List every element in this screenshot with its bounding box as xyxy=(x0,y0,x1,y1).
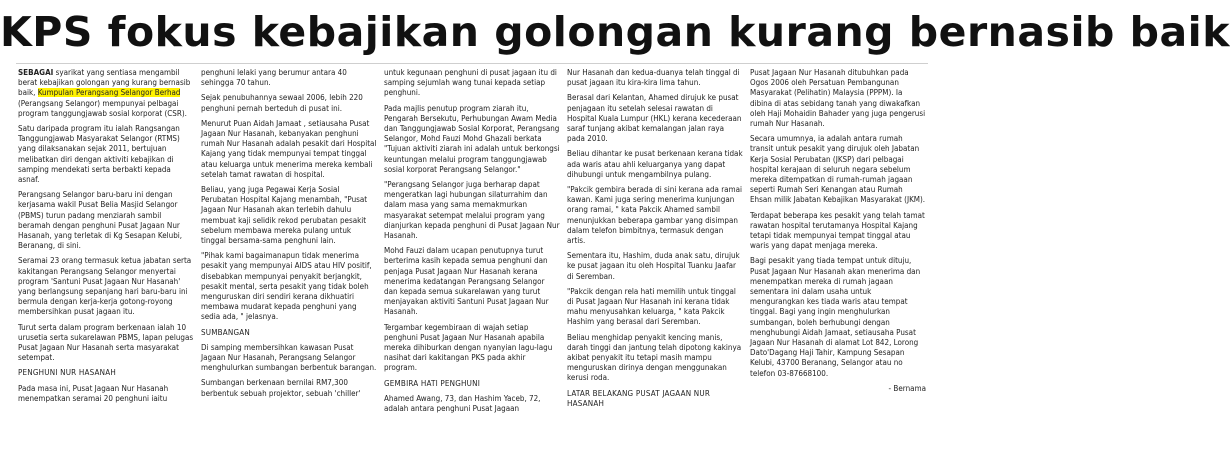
article-paragraph: Di samping membersihkan kawasan Pusat Jagaan Nur Hasanah, Perangsang Selangor menghulurkan sumbangan berbentuk barangan. xyxy=(201,342,377,373)
article-paragraph: Secara umumnya, ia adalah antara rumah transit untuk pesakit yang dirujuk oleh Jabatan Kerja Sosial Perubatan (JKSP) dari pelbagai hospital kerajaan di seluruh negara sebelum mereka ditempatkan di rumah-rumah jagaan seperti Rumah Seri Kenangan atau Rumah Ehsan milik Jabatan Kebajikan Masyarakat (JKM). xyxy=(750,134,926,205)
section-subheading: SUMBANGAN xyxy=(201,327,250,337)
article-paragraph: Pusat Jagaan Nur Hasanah ditubuhkan pada Ogos 2006 oleh Persatuan Pembangunan Masyarakat (Pelihatin) Malaysia (PPPM). Ia dibina di atas sebidang tanah yang diwakafkan oleh Haji Mohaidin Bahader yang juga pengerusi rumah Nur Hasanah. xyxy=(750,68,926,129)
article-column-2 xyxy=(201,68,377,456)
article-column-1 xyxy=(18,68,194,456)
article-paragraph: Turut serta dalam program berkenaan ialah 10 urusetia serta sukarelawan PBMS, lapan pelugas Pusat Jagaan Nur Hasanah serta masyarakat setempat. xyxy=(18,322,194,363)
article-paragraph: Sumbangan berkenaan bernilai RM7,300 berbentuk sebuah projektor, sebuah 'chiller' xyxy=(201,378,361,398)
highlighted-company-name: Kumpulan Perangsang Selangor Berhad xyxy=(37,88,181,98)
article-paragraph: Beliau dihantar ke pusat berkenaan kerana tidak ada waris atau ahli keluarganya yang dapat dihubungi untuk mengambilnya pulang. xyxy=(567,149,743,179)
article-paragraph: Beliau, yang juga Pegawai Kerja Sosial Perubatan Hospital Kajang menambah, "Pusat Jagaan Nur Hasanah akan terlebih dahulu membuat kaji selidik rekod perubatan pesakit sebelum membawa mereka pulang untuk tinggal bersama-sama penghuni lain. xyxy=(201,185,368,246)
paragraph-text: (Perangsang Selangor) mempunyai pelbagai program tanggungjawab sosial korporat (CSR). xyxy=(18,98,187,118)
article-paragraph: Ahamed Awang, 73, dan Hashim Yaceb, 72, adalah antara penghuni Pusat Jagaan xyxy=(384,393,541,414)
article-paragraph: "Pihak kami bagaimanapun tidak menerima pesakit yang mempunyai AIDS atau HIV positif, disebabkan mempunyai penyakit berjangkit, pesakit mental, serta pesakit yang tidak boleh menguruskan diri sendiri kerana dikhuatiri membawa mudarat kepada penghuni yang sedia ada, " jelasnya. xyxy=(201,251,372,322)
article-paragraph: Berasal dari Kelantan, Ahamed dirujuk ke pusat penjagaan itu setelah selesai rawatan di Hospital Kuala Lumpur (HKL) kerana kecederaan saraf tunjang akibat kemalangan jalan raya pada 2010. xyxy=(567,93,742,144)
article-paragraph: Beliau menghidap penyakit kencing manis, darah tinggi dan jantung telah dipotong kakinya akibat penyakit itu tetapi masih mampu menguruskan dirinya dengan menggunakan kerusi roda. xyxy=(567,332,742,383)
article-paragraph: Seramai 23 orang termasuk ketua jabatan serta kakitangan Perangsang Selangor menyertai program 'Santuni Pusat Jagaan Nur Hasanah' yang berlangsung sepanjang hari baru-baru ini bermula dengan kerja-kerja gotong-royong membersihkan pusat jagaan itu. xyxy=(18,256,192,317)
article-headline: KPS fokus kebajikan golongan kurang bernasib baik xyxy=(0,8,1230,56)
article-paragraph: Nur Hasanah dan kedua-duanya telah tinggal di pusat jagaan itu kira-kira lima tahun. xyxy=(567,68,740,88)
article-paragraph: Mohd Fauzi dalam ucapan penutupnya turut berterima kasih kepada semua penghuni dan penjaga Pusat Jagaan Nur Hasanah kerana menerima kedatangan Perangsang Selangor dan kepada semua sukarelawan yang turut menjayakan aktiviti Santuni Pusat Jagaan Nur Hasanah. xyxy=(384,246,549,317)
article-paragraph: Sejak penubuhannya sewaal 2006, lebih 220 penghuni pernah berteduh di pusat ini. xyxy=(201,93,363,113)
article-paragraph: penghuni lelaki yang berumur antara 40 sehingga 70 tahun. xyxy=(201,68,347,88)
article-paragraph: Sementara itu, Hashim, duda anak satu, dirujuk ke pusat jagaan itu oleh Hospital Tuanku Jaafar di Seremban. xyxy=(567,251,740,281)
article-column-5 xyxy=(750,68,926,456)
article-paragraph: untuk kegunaan penghuni di pusat jagaan itu di samping sejumlah wang tunai kepada setiap penghuni. xyxy=(384,68,557,98)
article-paragraph: Menurut Puan Aidah Jamaat , setiausaha Pusat Jagaan Nur Hasanah, kebanyakan penghuni rumah Nur Hasanah adalah pesakit dari Hospital Kajang yang tidak mempunyai tempat tinggal atau keluarga untuk menerima mereka kembali setelah tamat rawatan di hospital. xyxy=(201,118,377,179)
article-paragraph: "Pakcik dengan rela hati memilih untuk tinggal di Pusat Jagaan Nur Hasanah ini kerana tidak mahu menyusahkan keluarga, " kata Pakcik Hashim yang berasal dari Seremban. xyxy=(567,286,736,327)
lead-word: SEBAGAI xyxy=(18,68,54,77)
article-paragraph: "Perangsang Selangor juga berharap dapat mengeratkan lagi hubungan silaturrahim dan dalam masa yang sama memakmurkan masyarakat setempat melalui program yang dianjurkan kepada penghuni di Pusat Jagaan Nur Hasanah. xyxy=(384,180,560,241)
article-paragraph: Pada masa ini, Pusat Jagaan Nur Hasanah menempatkan seramai 20 penghuni iaitu xyxy=(18,383,169,403)
article-paragraph: Tergambar kegembiraan di wajah setiap penghuni Pusat Jagaan Nur Hasanah apabila mereka dihiburkan dengan nyanyian lagu-lagu nasihat dari kakitangan PKS pada akhir program. xyxy=(384,322,553,373)
article-paragraph: "Pakcik gembira berada di sini kerana ada ramai kawan. Kami juga sering menerima kunjungan orang ramai, " kata Pakcik Ahamed sambil menunjukkan beberapa gambar yang disimpan dalam telefon bimbitnya, termasuk dengan artis. xyxy=(567,185,742,246)
article-column-4 xyxy=(567,68,743,456)
article-credit: - Bernama xyxy=(888,383,926,393)
article-paragraph: Pada majlis penutup program ziarah itu, Pengarah Bersekutu, Perhubungan Awam Media dan Tanggungjawab Sosial Korporat, Perangsang Selangor, Mohd Fauzi Mohd Ghazali berkata "Tujuan aktiviti ziarah ini adalah untuk berkongsi keuntungan melalui program tanggungjawab sosial korporat Perangsang Selangor." xyxy=(384,103,560,174)
article-paragraph: Satu daripada program itu ialah Rangsangan Tanggungjawab Masyarakat Selangor (RTMS) yang dilaksanakan sejak 2011, bertujuan melibatkan diri dengan aktiviti kebajikan di samping mendekati serta berbakti kepada asnaf. xyxy=(18,124,180,185)
article-paragraph: Terdapat beberapa kes pesakit yang telah tamat rawatan hospital terutamanya Hospital Kajang tetapi tidak mempunyai tempat tinggal atau waris yang dapat menjaga mereka. xyxy=(750,210,925,251)
section-subheading: LATAR BELAKANG PUSAT JAGAAN NUR HASANAH xyxy=(567,388,711,408)
article-paragraph: Perangsang Selangor baru-baru ini dengan kerjasama wakil Pusat Belia Masjid Selangor (PBMS) turun padang menziarah sambil beramah dengan penghuni Pusat Jagaan Nur Hasanah, yang terletak di Kg Sesapan Kelubi, Beranang, di sini. xyxy=(18,190,183,251)
section-subheading: GEMBIRA HATI PENGHUNI xyxy=(384,378,481,388)
article-paragraph: Bagi pesakit yang tiada tempat untuk dituju, Pusat Jagaan Nur Hasanah akan menerima dan menempatkan mereka di rumah jagaan sementara ini dalam usaha untuk mengurangkan kes tiada waris atau tempat tinggal. Bagi yang ingin menghulurkan sumbangan, boleh berhubungi dengan menghubungi Aidah Jamaat, setiausaha Pusat Jagaan Nur Hasanah di alamat Lot 842, Lorong Dato'Dagang Haji Tahir, Kampung Sesapan Kelubi, 43700 Beranang, Selangor atau no telefon 03-87668100. xyxy=(750,256,921,378)
paragraph-text: syarikat yang sentiasa mengambil berat kebajikan golongan yang kurang bernasib baik, xyxy=(18,68,191,98)
headline-divider xyxy=(16,63,928,64)
article-column-3 xyxy=(384,68,560,456)
article-paragraph xyxy=(18,68,194,119)
section-subheading: PENGHUNI NUR HASANAH xyxy=(18,368,116,378)
article-body xyxy=(18,68,930,456)
